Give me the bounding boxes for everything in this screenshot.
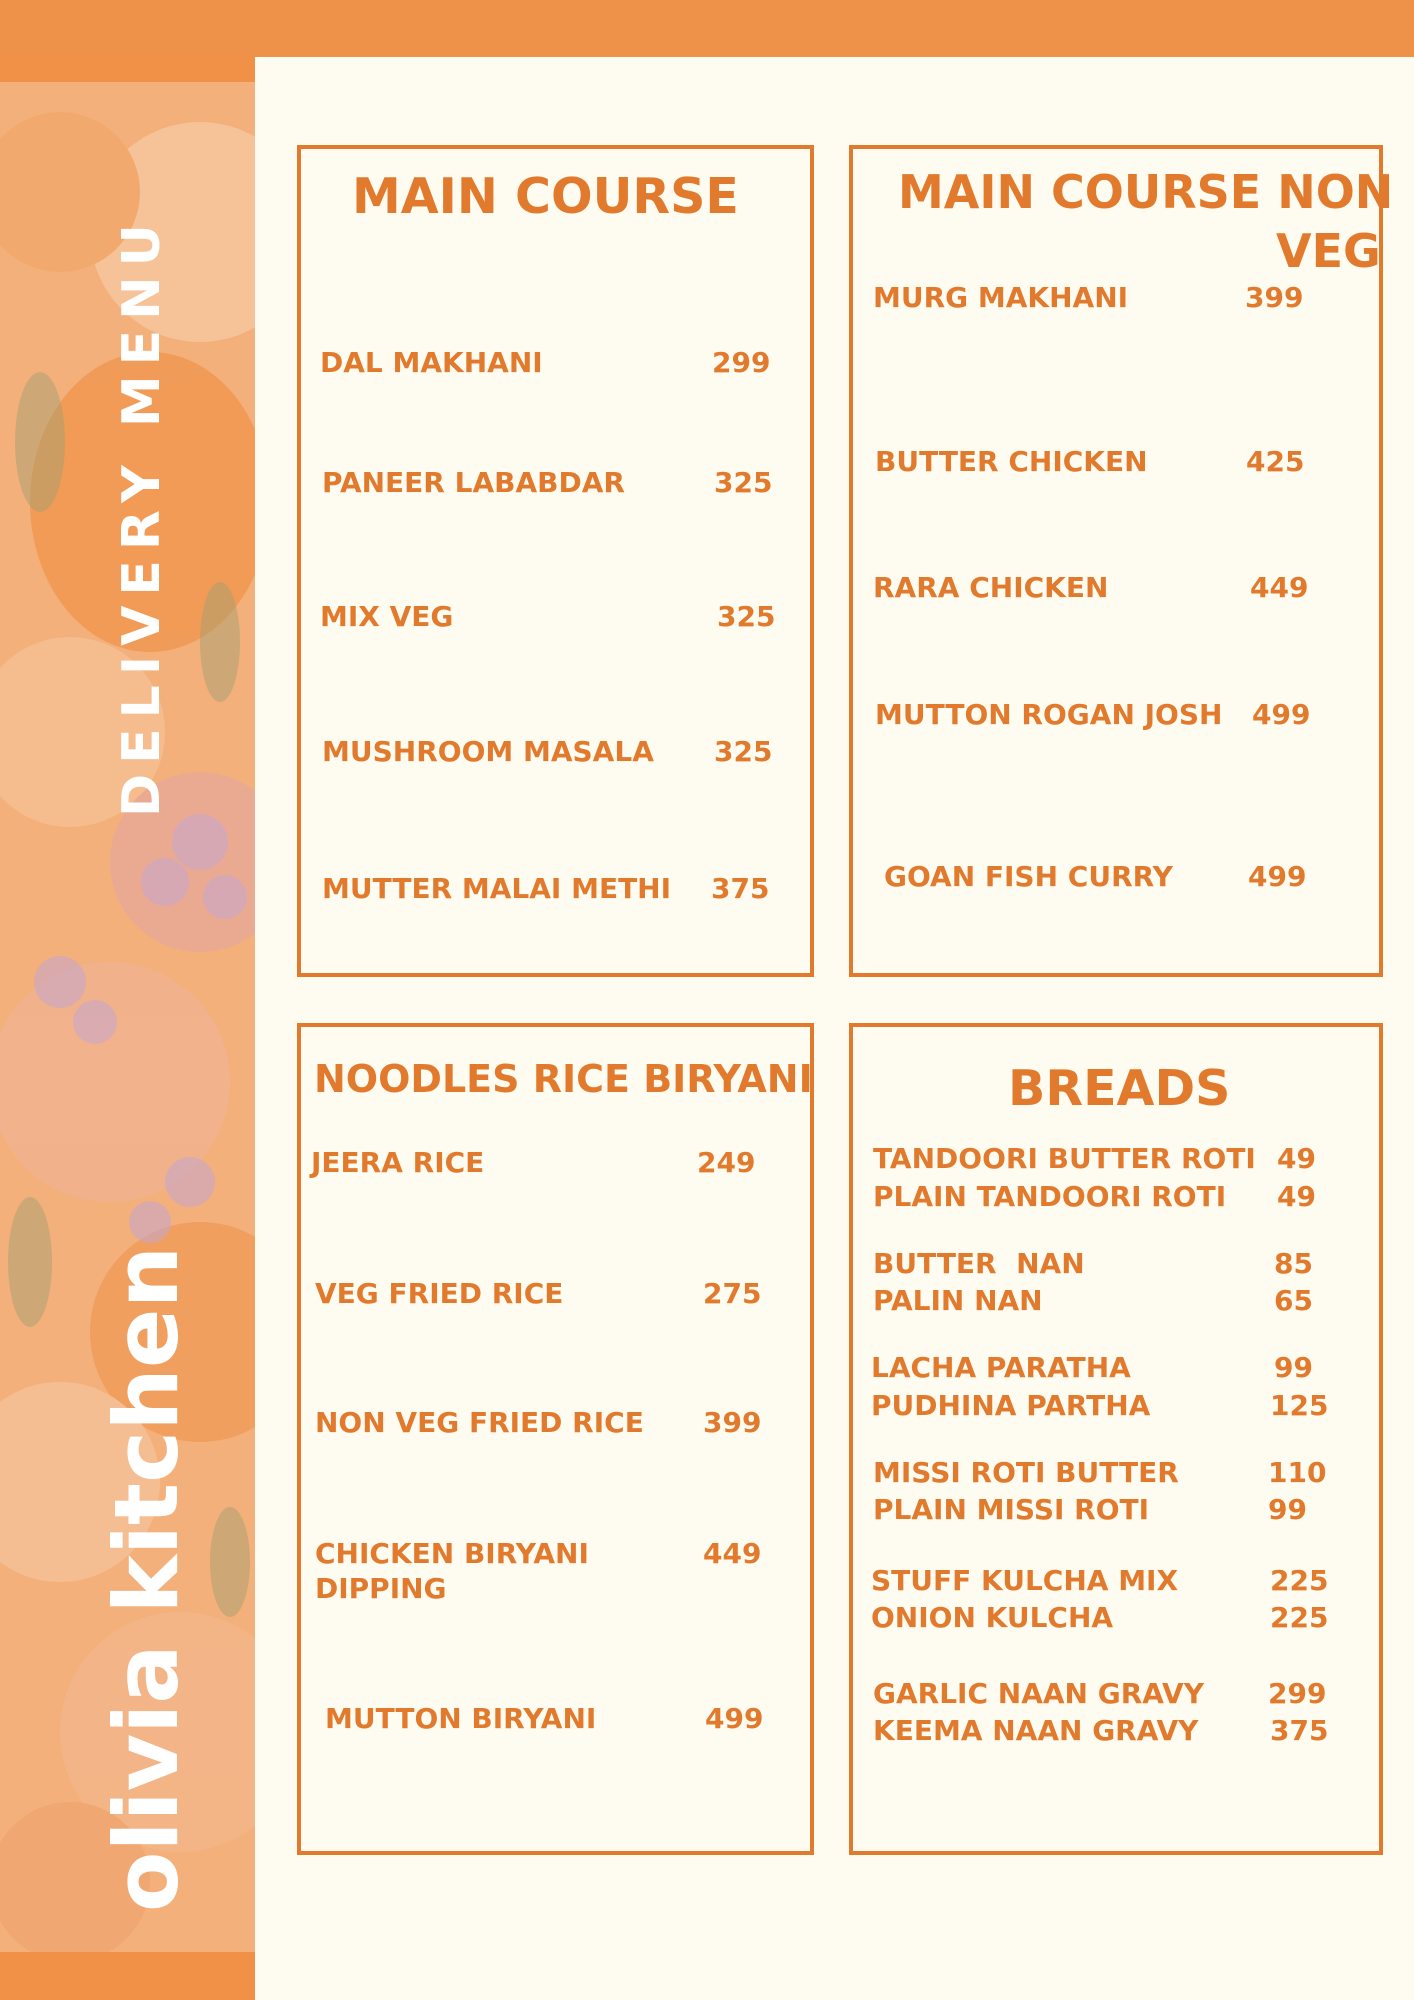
menu-item-name: KEEMA NAAN GRAVY [873,1714,1199,1747]
menu-item-price: 99 [1268,1493,1307,1526]
menu-item-name: DAL MAKHANI [320,346,543,379]
menu-item-name: PALIN NAN [873,1284,1043,1317]
menu-item-name: PLAIN TANDOORI ROTI [873,1180,1227,1213]
menu-item-price: 225 [1270,1601,1329,1634]
top-accent-bar [0,0,1414,57]
menu-item-price: 399 [703,1406,762,1439]
menu-item-name: CHICKEN BIRYANI [315,1537,589,1570]
noodles-rice-biryani-title: NOODLES RICE BIRYANI [314,1057,813,1101]
menu-item-name: MUSHROOM MASALA [322,735,654,768]
menu-item-price: 499 [1252,698,1311,731]
menu-item-price: 49 [1277,1180,1316,1213]
menu-item-name: ONION KULCHA [871,1601,1114,1634]
menu-item-price: 85 [1274,1247,1313,1280]
menu-item-name: GARLIC NAAN GRAVY [873,1677,1204,1710]
delivery-menu-tagline: DELIVERY MENU [112,214,172,817]
menu-item-name: PLAIN MISSI ROTI [873,1493,1150,1526]
brand-name: olivia kitchen [95,1245,198,1912]
menu-item-name: MUTTON BIRYANI [325,1702,597,1735]
menu-item-price: 325 [714,735,773,768]
menu-item-price: 65 [1274,1284,1313,1317]
menu-item-name: NON VEG FRIED RICE [315,1406,644,1439]
menu-item-name: MIX VEG [320,600,454,633]
main-course-non-veg-title-line2: VEG [1276,224,1381,278]
menu-item-name: STUFF KULCHA MIX [871,1564,1179,1597]
menu-item-name: RARA CHICKEN [873,571,1109,604]
menu-item-price: 299 [1268,1677,1327,1710]
sidebar-banner [0,57,255,2000]
menu-item-name: BUTTER NAN [873,1247,1085,1280]
menu-item-price: 110 [1268,1456,1327,1489]
menu-item-name: PUDHINA PARTHA [871,1389,1151,1422]
menu-item-name: PANEER LABABDAR [322,466,625,499]
menu-item-price: 399 [1245,281,1304,314]
menu-item-price: 449 [703,1537,762,1570]
menu-item-price: 49 [1277,1142,1316,1175]
menu-item-name: GOAN FISH CURRY [884,860,1173,893]
menu-item-name: MUTTER MALAI METHI [322,872,672,905]
menu-item-name: MUTTON ROGAN JOSH [875,698,1223,731]
menu-item-name: BUTTER CHICKEN [875,445,1148,478]
main-course-title: MAIN COURSE [352,168,739,225]
menu-item-price: 249 [697,1146,756,1179]
menu-item-price: 99 [1274,1351,1313,1384]
menu-item-price: 449 [1250,571,1309,604]
menu-item-name-continued: DIPPING [315,1572,447,1605]
breads-title: BREADS [1008,1060,1231,1117]
menu-item-name: VEG FRIED RICE [315,1277,564,1310]
main-course-non-veg-title-line1: MAIN COURSE NON [898,165,1394,219]
menu-item-name: JEERA RICE [311,1146,485,1179]
menu-item-price: 425 [1246,445,1305,478]
menu-item-price: 325 [714,466,773,499]
menu-item-price: 225 [1270,1564,1329,1597]
menu-item-price: 299 [712,346,771,379]
menu-item-name: TANDOORI BUTTER ROTI [873,1142,1256,1175]
menu-item-price: 499 [705,1702,764,1735]
menu-item-name: LACHA PARATHA [871,1351,1131,1384]
menu-item-price: 125 [1270,1389,1329,1422]
menu-item-name: MURG MAKHANI [873,281,1129,314]
menu-item-price: 499 [1248,860,1307,893]
menu-item-name: MISSI ROTI BUTTER [873,1456,1179,1489]
menu-item-price: 325 [717,600,776,633]
menu-item-price: 375 [711,872,770,905]
main-course-panel [297,145,814,977]
menu-item-price: 275 [703,1277,762,1310]
menu-item-price: 375 [1270,1714,1329,1747]
